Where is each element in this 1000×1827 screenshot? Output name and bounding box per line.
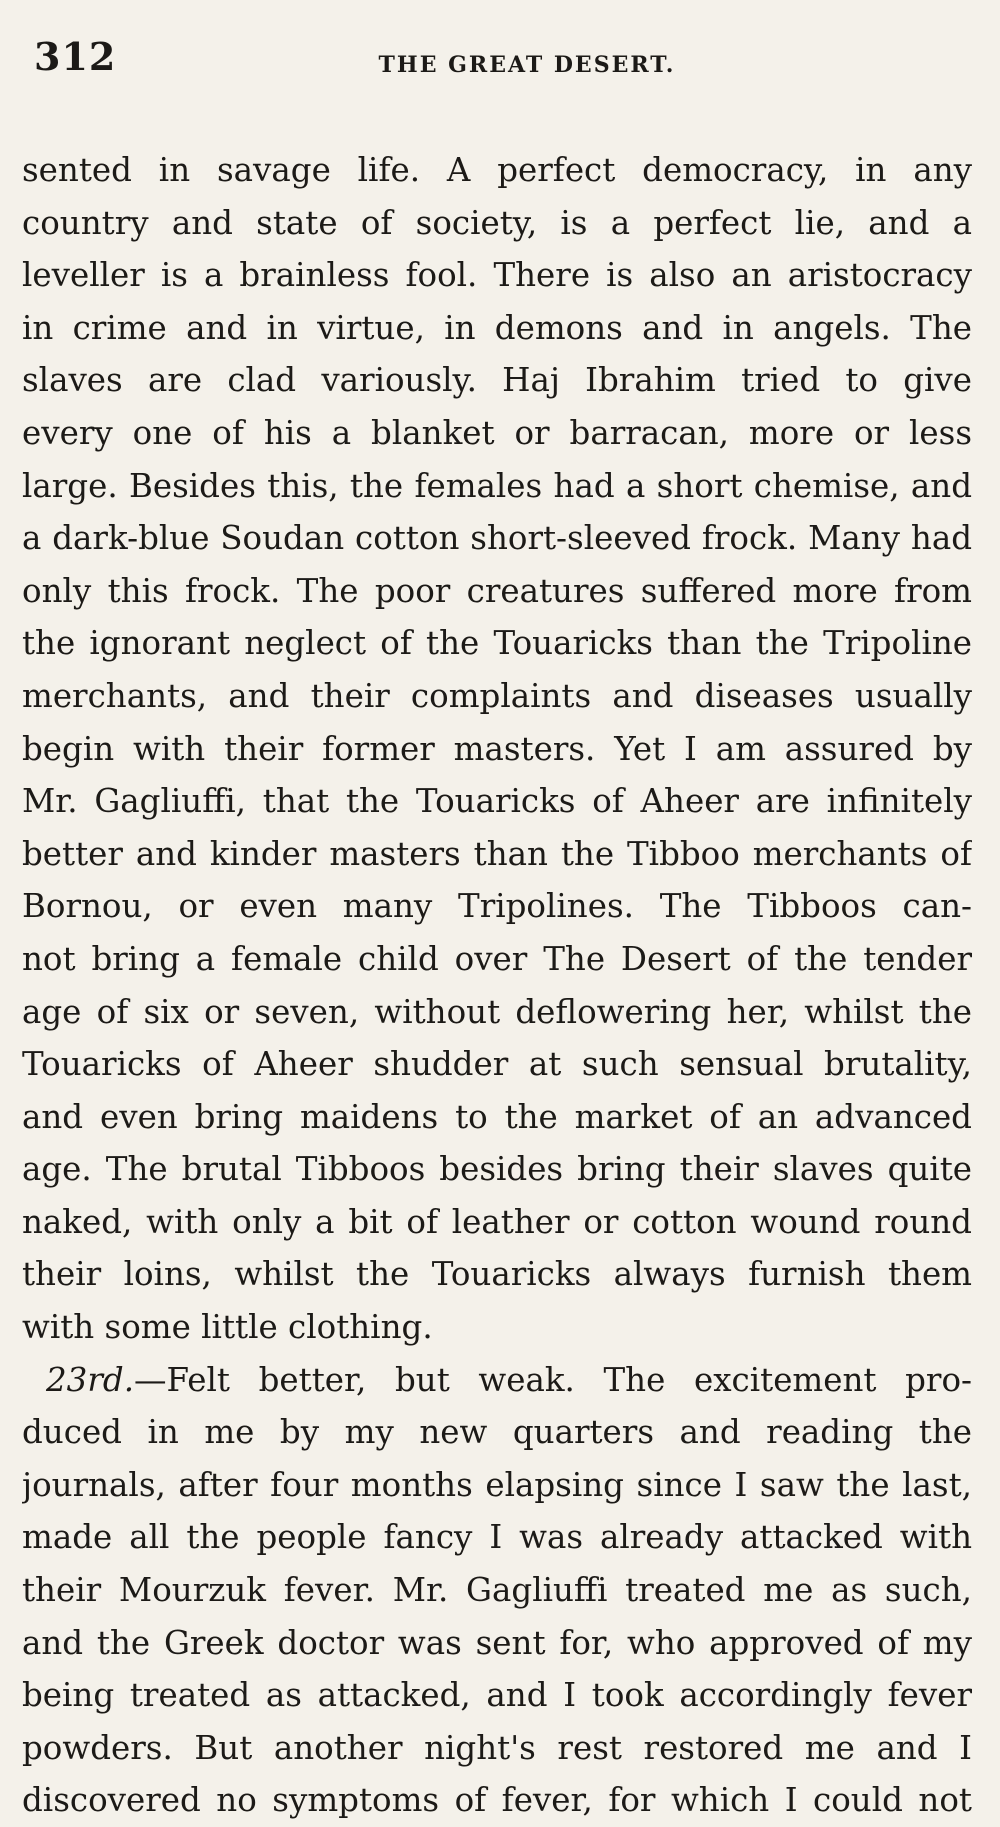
text-line: in crime and in virtue, in demons and in angels. The: [22, 308, 972, 347]
first-line-text: —Felt better, but weak. The excitement pro-: [134, 1360, 972, 1399]
text-line: age. The brutal Tibboos besides bring their slaves quite: [22, 1150, 972, 1189]
body-text: [22, 144, 972, 1827]
text-line: Bornou, or even many Tripolines. The Tibboos can-: [22, 887, 972, 926]
text-line: the ignorant neglect of the Touaricks than the Tripoline: [22, 624, 972, 663]
text-line: made all the people fancy I was already attacked with: [22, 1518, 972, 1557]
entry-date: 23rd.: [46, 1360, 135, 1399]
text-line: every one of his a blanket or barracan, more or less: [22, 413, 972, 452]
text-line: country and state of society, is a perfect lie, and a: [22, 203, 972, 242]
text-line: their loins, whilst the Touaricks always furnish them: [22, 1255, 972, 1294]
text-line: leveller is a brainless fool. There is also an aristocracy: [22, 256, 972, 295]
text-line: large. Besides this, the females had a short chemise, and: [22, 466, 972, 505]
text-line: age of six or seven, without deflowering her, whilst the: [22, 992, 972, 1031]
paragraph-1: [22, 144, 972, 1354]
text-line: Touaricks of Aheer shudder at such sensual brutality,: [22, 1045, 972, 1084]
text-line: begin with their former masters. Yet I am assured by: [22, 729, 972, 768]
running-title: THE GREAT DESERT.: [378, 52, 676, 78]
text-line: discovered no symptoms of fever, for which I could not: [22, 1781, 972, 1820]
paragraph-2: [22, 1354, 972, 1827]
text-line: sented in savage life. A perfect democracy, in any: [22, 151, 972, 189]
text-line: a dark-blue Soudan cotton short-sleeved frock. Many had: [22, 519, 972, 558]
text-line: and the Greek doctor was sent for, who approved of my: [22, 1623, 972, 1662]
text-line: with some little clothing.: [22, 1308, 433, 1347]
text-line: only this frock. The poor creatures suffered more from: [22, 571, 972, 610]
text-line: their Mourzuk fever. Mr. Gagliuffi treated me as such,: [22, 1571, 972, 1610]
text-line: naked, with only a bit of leather or cotton wound round: [22, 1202, 972, 1241]
page-number: 312: [34, 34, 117, 79]
text-line: not bring a female child over The Desert of the tender: [22, 939, 972, 978]
text-line: journals, after four months elapsing since I saw the last,: [22, 1465, 972, 1504]
text-line: being treated as attacked, and I took accordingly fever: [22, 1676, 972, 1715]
text-line: merchants, and their complaints and diseases usually: [22, 676, 972, 715]
text-line-first: [22, 1354, 972, 1407]
text-line: better and kinder masters than the Tibboo merchants of: [22, 834, 972, 873]
text-line: Mr. Gagliuffi, that the Touaricks of Aheer are infinitely: [22, 782, 972, 821]
text-line: powders. But another night's rest restored me and I: [22, 1728, 972, 1767]
text-line: and even bring maidens to the market of an advanced: [22, 1097, 972, 1136]
page-header: [22, 28, 972, 90]
text-line: duced in me by my new quarters and reading the: [22, 1413, 972, 1452]
text-line: slaves are clad variously. Haj Ibrahim tried to give: [22, 361, 972, 400]
